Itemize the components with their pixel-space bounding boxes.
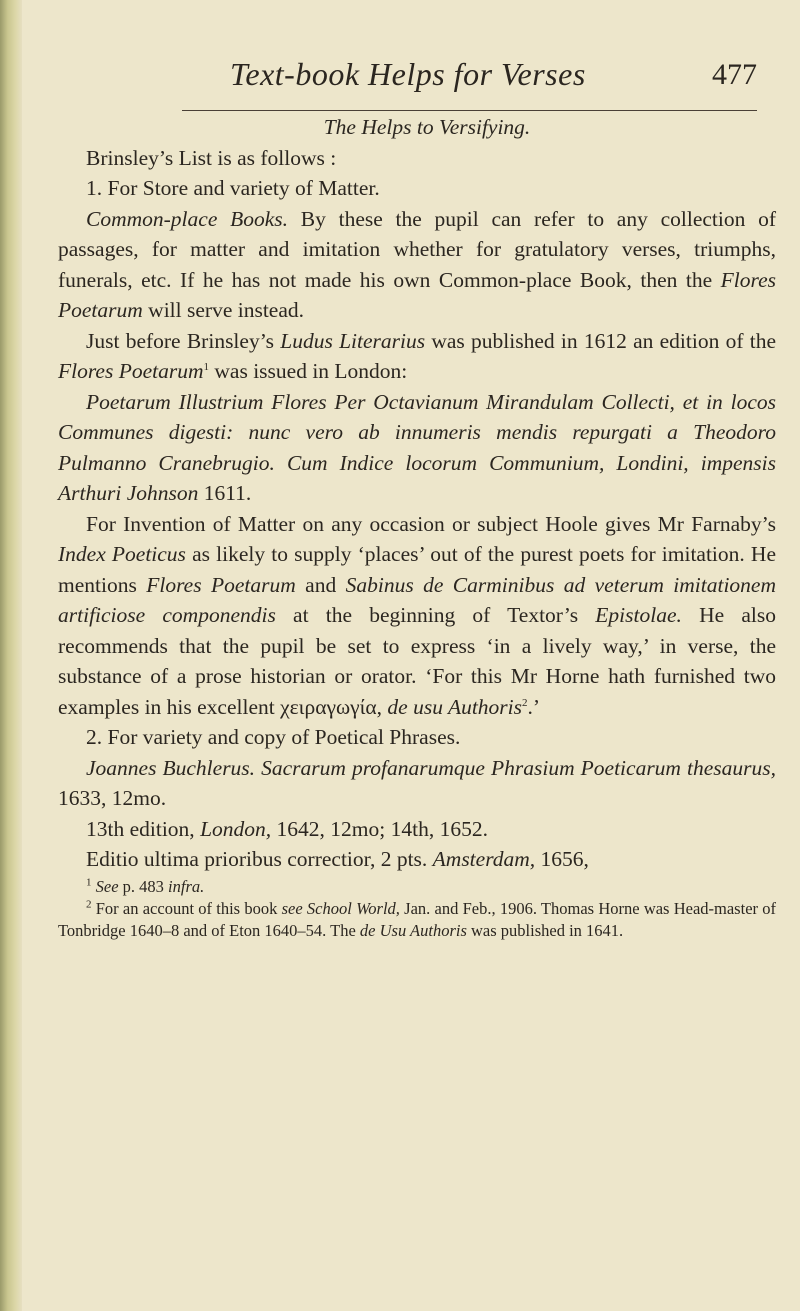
running-title: Text-book Helps for Verses xyxy=(230,56,586,92)
paragraph-ludus-literarius: Just before Brinsley’s Ludus Literarius was published in 1612 an edition of the Flores Poetarum$^1$ was issued in London: xyxy=(58,328,776,383)
book-page xyxy=(22,0,800,1311)
footnote-ref-2: 2 xyxy=(522,696,528,709)
paragraph-flores-citation: Poetarum Illustrium Flores Per Octavianum Mirandulam Collecti, et in locos Communes digesti: nunc vero ab innumeris mendis repurgati a Theodoro Pulmanno Cranebrugio. Cum Indice locorum Communium, Londini, impensis Arthuri Johnson 1611. xyxy=(58,389,776,505)
book-spine-gutter xyxy=(0,0,22,1311)
list-item-1: 1. For Store and variety of Matter. xyxy=(86,176,380,200)
greek-word: χειραγωγία xyxy=(280,694,377,719)
paragraph-invention-of-matter: For Invention of Matter on any occasion or subject Hoole gives Mr Farnaby’s Index Poeticus as likely to supply ‘places’ out of the purest poets for imitation. He mentions Flores Poetarum and Sabinus de Carminibus ad veterum imitationem artificiose componendis at the beginning of Textor’s Epistolae. He also recommends that the pupil be set to express ‘in a lively way,’ in verse, the substance of a prose historian or orator. ‘For this Mr Horne hath furnished two examples in his excellent χειραγωγία, de usu Authoris$^2$.’ xyxy=(58,511,776,719)
paragraph-editio-ultima: Editio ultima prioribus correctior, 2 pts. Amsterdam, 1656, xyxy=(86,847,589,871)
paragraph-buchlerus: Joannes Buchlerus. Sacrarum profanarumque Phrasium Poeticarum thesaurus, 1633, 12mo. xyxy=(58,755,776,810)
paragraph-list-intro: Brinsley’s List is as follows : xyxy=(86,145,337,170)
footnote-2: $^2$ For an account of this book see School World, Jan. and Feb., 1906. Thomas Horne was Head-master of Tonbridge 1640–8 and of Eton 1640–54. The de Usu Authoris was published in 1641. xyxy=(58,898,776,940)
section-title: The Helps to Versifying. xyxy=(323,115,531,139)
footnote-1: $^1$ See p. 483 infra. xyxy=(86,876,205,896)
paragraph-common-place-books: Common-place Books. By these the pupil can refer to any collection of passages, for matter and imitation whether for gratulatory verses, triumphs, funerals, etc. If he has not made his own Common-place Book, then the Flores Poetarum will serve instead. xyxy=(58,206,777,322)
footnote-ref-1: 1 xyxy=(203,360,210,373)
footnotes xyxy=(58,876,776,942)
page-number: 477 xyxy=(712,58,757,91)
list-item-2: 2. For variety and copy of Poetical Phrases. xyxy=(86,725,461,749)
paragraph-13th-edition: 13th edition, London, 1642, 12mo; 14th, 1652. xyxy=(86,816,488,841)
body-text xyxy=(58,112,776,942)
running-header xyxy=(182,56,757,111)
